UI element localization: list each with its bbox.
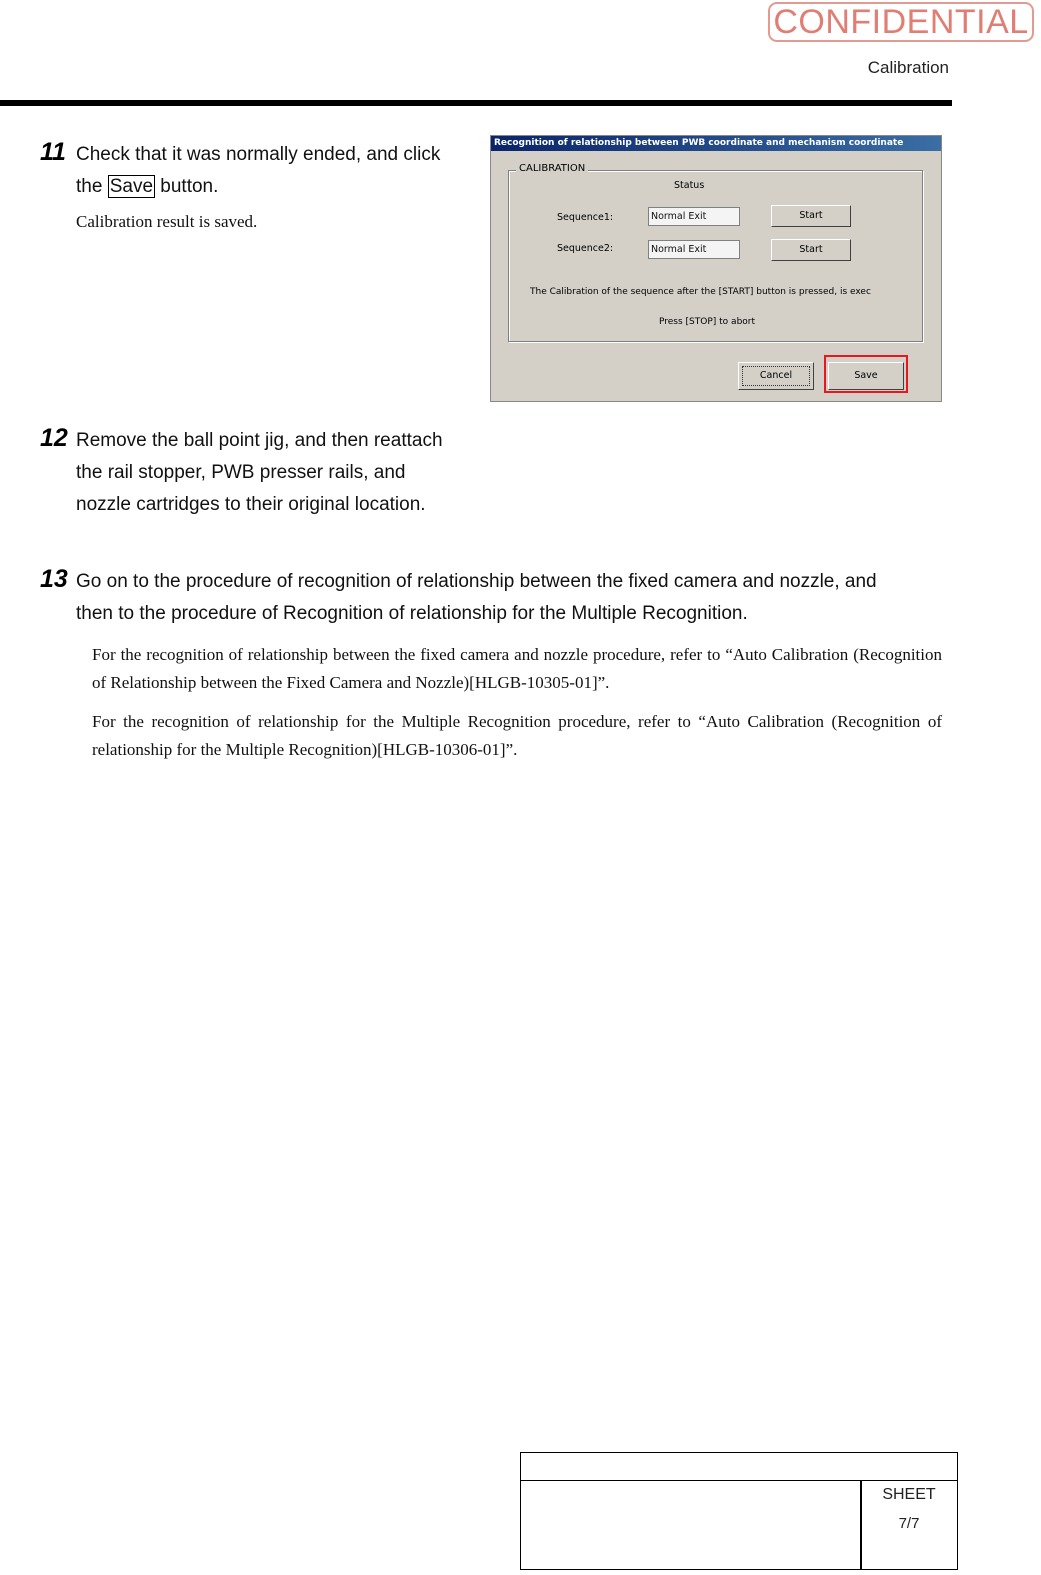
cancel-button-label: Cancel — [759, 370, 793, 381]
step-number: 13 — [40, 565, 68, 593]
confidential-stamp: CONFIDENTIAL — [768, 2, 1034, 42]
sequence1-label: Sequence1: — [557, 212, 614, 223]
status-header: Status — [674, 180, 705, 191]
save-button[interactable]: Save — [828, 362, 904, 390]
step-text-part: the — [76, 176, 108, 197]
header-rule — [0, 100, 952, 106]
cancel-button[interactable] — [738, 362, 814, 390]
step-note: For the recognition of relationship for the Multiple Recognition procedure, refer to “Auto Calibration (Recognition of relationship for the Multiple Recognition)[HLGB-10306-01]”. — [92, 712, 942, 759]
footer-top-row — [521, 1453, 957, 1481]
stop-hint: Press [STOP] to abort — [659, 317, 756, 327]
sheet-number: 7/7 — [898, 1515, 920, 1532]
step-note: Calibration result is saved. — [76, 212, 258, 231]
sequence2-status-field: Normal Exit — [648, 240, 740, 259]
step-text — [76, 171, 218, 203]
calibration-message: The Calibration of the sequence after the [START] button is pressed, is exec — [530, 287, 871, 297]
sequence1-status-field: Normal Exit — [648, 207, 740, 226]
calibration-dialog — [490, 135, 942, 402]
step-text: Remove the ball point jig, and then reattach — [76, 430, 443, 451]
step-text: the rail stopper, PWB presser rails, and — [76, 462, 406, 483]
dialog-titlebar: Recognition of relationship between PWB coordinate and mechanism coordinate — [491, 136, 941, 151]
step-text: Check that it was normally ended, and click — [76, 144, 441, 165]
step-number: 11 — [40, 138, 66, 166]
step-number: 12 — [40, 424, 68, 452]
step-text: Go on to the procedure of recognition of relationship between the fixed camera and nozzle, and — [76, 571, 877, 592]
save-button-reference: Save — [109, 176, 154, 197]
sequence2-label: Sequence2: — [557, 243, 614, 254]
step-text-part: button. — [155, 176, 219, 197]
save-button-highlight — [824, 355, 908, 393]
section-title: Calibration — [867, 58, 949, 77]
focus-rectangle — [742, 366, 810, 386]
sequence1-start-button[interactable]: Start — [771, 205, 851, 227]
group-label: CALIBRATION — [516, 163, 588, 174]
sequence2-start-button[interactable]: Start — [771, 239, 851, 261]
sheet-label: SHEET — [882, 1486, 936, 1503]
step-text: then to the procedure of Recognition of relationship for the Multiple Recognition. — [76, 603, 748, 624]
footer-table — [520, 1452, 958, 1570]
step-note: For the recognition of relationship between the fixed camera and nozzle procedure, refer to “Auto Calibration (Recognition of Relationship between the Fixed Camera and Nozzle)[HLGB-10305-01]”. — [92, 645, 942, 692]
step-text: nozzle cartridges to their original location. — [76, 494, 426, 515]
